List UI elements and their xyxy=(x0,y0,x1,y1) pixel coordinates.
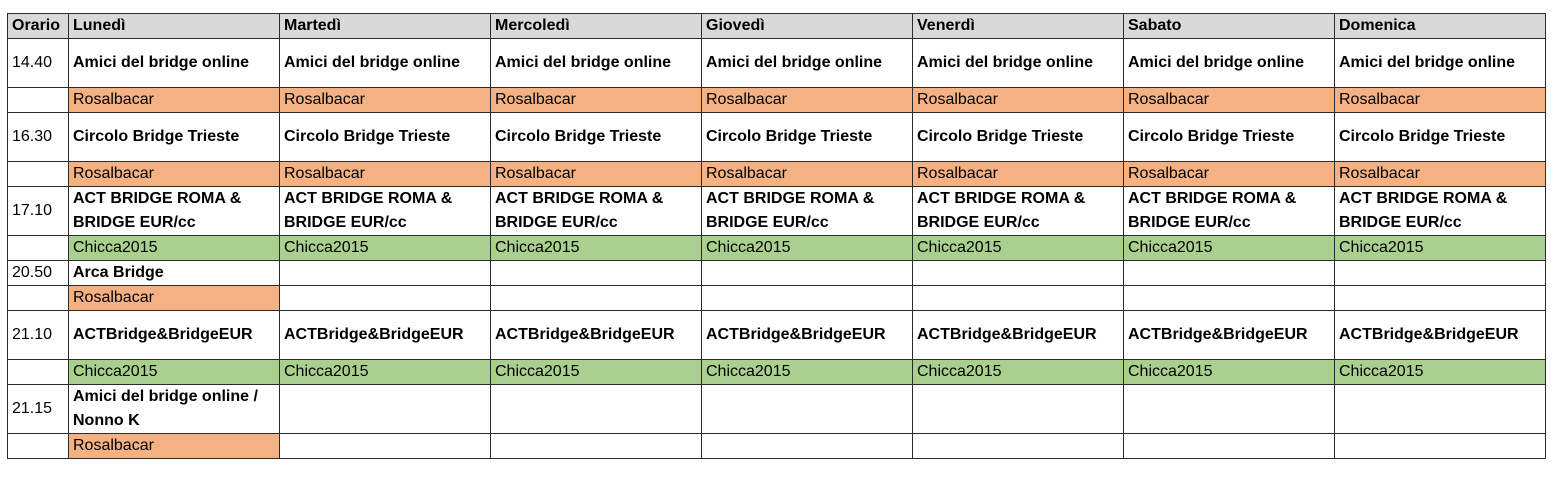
time-cell: 21.15 xyxy=(8,385,69,434)
host-cell: Chicca2015 xyxy=(491,360,702,385)
header-monday: Lunedì xyxy=(69,14,280,39)
host-cell xyxy=(1335,434,1546,459)
host-cell xyxy=(702,286,913,311)
empty-cell xyxy=(8,162,69,187)
host-cell: Rosalbacar xyxy=(913,88,1124,113)
club-cell: ACTBridge&BridgeEUR xyxy=(1124,311,1335,360)
club-cell: Circolo Bridge Trieste xyxy=(491,113,702,162)
host-cell: Rosalbacar xyxy=(69,88,280,113)
table-row xyxy=(8,187,1546,236)
table-row xyxy=(8,311,1546,360)
club-cell xyxy=(280,385,491,434)
host-cell: Rosalbacar xyxy=(280,88,491,113)
host-cell: Chicca2015 xyxy=(1335,360,1546,385)
header-time: Orario xyxy=(8,14,69,39)
club-cell xyxy=(1335,261,1546,286)
host-cell xyxy=(280,434,491,459)
club-cell: ACTBridge&BridgeEUR xyxy=(491,311,702,360)
club-cell: ACTBridge&BridgeEUR xyxy=(1335,311,1546,360)
table-row xyxy=(8,236,1546,261)
table-row xyxy=(8,113,1546,162)
club-cell: Circolo Bridge Trieste xyxy=(913,113,1124,162)
host-cell xyxy=(913,434,1124,459)
club-cell xyxy=(913,261,1124,286)
host-cell xyxy=(280,286,491,311)
table-row xyxy=(8,385,1546,434)
table-row xyxy=(8,360,1546,385)
host-cell: Chicca2015 xyxy=(69,236,280,261)
club-cell xyxy=(1124,261,1335,286)
club-cell: Amici del bridge online xyxy=(280,39,491,88)
host-cell: Rosalbacar xyxy=(69,434,280,459)
host-cell: Chicca2015 xyxy=(1124,360,1335,385)
club-cell: ACT BRIDGE ROMA & BRIDGE EUR/cc xyxy=(913,187,1124,236)
host-cell: Rosalbacar xyxy=(491,88,702,113)
club-cell: Circolo Bridge Trieste xyxy=(280,113,491,162)
header-tuesday: Martedì xyxy=(280,14,491,39)
host-cell: Rosalbacar xyxy=(69,162,280,187)
host-cell xyxy=(491,286,702,311)
host-cell: Rosalbacar xyxy=(702,88,913,113)
table-row xyxy=(8,39,1546,88)
club-cell xyxy=(491,261,702,286)
host-cell xyxy=(913,286,1124,311)
host-cell: Chicca2015 xyxy=(702,236,913,261)
host-cell: Rosalbacar xyxy=(491,162,702,187)
host-cell: Chicca2015 xyxy=(913,236,1124,261)
time-cell: 17.10 xyxy=(8,187,69,236)
time-cell: 20.50 xyxy=(8,261,69,286)
header-thursday: Giovedì xyxy=(702,14,913,39)
club-cell xyxy=(1124,385,1335,434)
empty-cell xyxy=(8,434,69,459)
host-cell xyxy=(1124,286,1335,311)
club-cell xyxy=(913,385,1124,434)
host-cell xyxy=(1124,434,1335,459)
club-cell: Amici del bridge online xyxy=(1335,39,1546,88)
club-cell: ACT BRIDGE ROMA & BRIDGE EUR/cc xyxy=(491,187,702,236)
club-cell xyxy=(1335,385,1546,434)
club-cell: Circolo Bridge Trieste xyxy=(702,113,913,162)
host-cell: Rosalbacar xyxy=(1124,88,1335,113)
header-friday: Venerdì xyxy=(913,14,1124,39)
host-cell xyxy=(1335,286,1546,311)
table-row xyxy=(8,434,1546,459)
club-cell: ACT BRIDGE ROMA & BRIDGE EUR/cc xyxy=(280,187,491,236)
club-cell: ACT BRIDGE ROMA & BRIDGE EUR/cc xyxy=(69,187,280,236)
time-cell: 21.10 xyxy=(8,311,69,360)
empty-cell xyxy=(8,88,69,113)
host-cell: Rosalbacar xyxy=(1124,162,1335,187)
host-cell: Chicca2015 xyxy=(491,236,702,261)
empty-cell xyxy=(8,286,69,311)
club-cell: Amici del bridge online xyxy=(913,39,1124,88)
table-row xyxy=(8,162,1546,187)
host-cell: Rosalbacar xyxy=(1335,162,1546,187)
club-cell: Amici del bridge online xyxy=(702,39,913,88)
header-wednesday: Mercoledì xyxy=(491,14,702,39)
club-cell: ACTBridge&BridgeEUR xyxy=(913,311,1124,360)
club-cell xyxy=(491,385,702,434)
club-cell: ACTBridge&BridgeEUR xyxy=(280,311,491,360)
host-cell: Chicca2015 xyxy=(280,360,491,385)
club-cell: ACT BRIDGE ROMA & BRIDGE EUR/cc xyxy=(702,187,913,236)
host-cell: Rosalbacar xyxy=(69,286,280,311)
host-cell: Rosalbacar xyxy=(913,162,1124,187)
time-cell: 14.40 xyxy=(8,39,69,88)
host-cell xyxy=(702,434,913,459)
club-cell: Circolo Bridge Trieste xyxy=(69,113,280,162)
time-cell: 16.30 xyxy=(8,113,69,162)
table-row xyxy=(8,88,1546,113)
club-cell: ACTBridge&BridgeEUR xyxy=(702,311,913,360)
club-cell: Amici del bridge online xyxy=(69,39,280,88)
table-row xyxy=(8,261,1546,286)
club-cell: Amici del bridge online xyxy=(491,39,702,88)
club-cell: Circolo Bridge Trieste xyxy=(1124,113,1335,162)
host-cell: Chicca2015 xyxy=(280,236,491,261)
host-cell: Rosalbacar xyxy=(280,162,491,187)
club-cell: ACT BRIDGE ROMA & BRIDGE EUR/cc xyxy=(1335,187,1546,236)
club-cell: ACT BRIDGE ROMA & BRIDGE EUR/cc xyxy=(1124,187,1335,236)
club-cell xyxy=(280,261,491,286)
host-cell: Rosalbacar xyxy=(702,162,913,187)
club-cell xyxy=(702,261,913,286)
table-row xyxy=(8,286,1546,311)
club-cell: Amici del bridge online / Nonno K xyxy=(69,385,280,434)
club-cell: Amici del bridge online xyxy=(1124,39,1335,88)
club-cell: Circolo Bridge Trieste xyxy=(1335,113,1546,162)
host-cell: Chicca2015 xyxy=(702,360,913,385)
host-cell xyxy=(491,434,702,459)
schedule-table xyxy=(7,13,1546,459)
host-cell: Chicca2015 xyxy=(1335,236,1546,261)
club-cell: ACTBridge&BridgeEUR xyxy=(69,311,280,360)
host-cell: Chicca2015 xyxy=(1124,236,1335,261)
host-cell: Chicca2015 xyxy=(913,360,1124,385)
empty-cell xyxy=(8,236,69,261)
host-cell: Rosalbacar xyxy=(1335,88,1546,113)
club-cell xyxy=(702,385,913,434)
club-cell: Arca Bridge xyxy=(69,261,280,286)
header-sunday: Domenica xyxy=(1335,14,1546,39)
header-saturday: Sabato xyxy=(1124,14,1335,39)
host-cell: Chicca2015 xyxy=(69,360,280,385)
header-row xyxy=(8,14,1546,39)
empty-cell xyxy=(8,360,69,385)
